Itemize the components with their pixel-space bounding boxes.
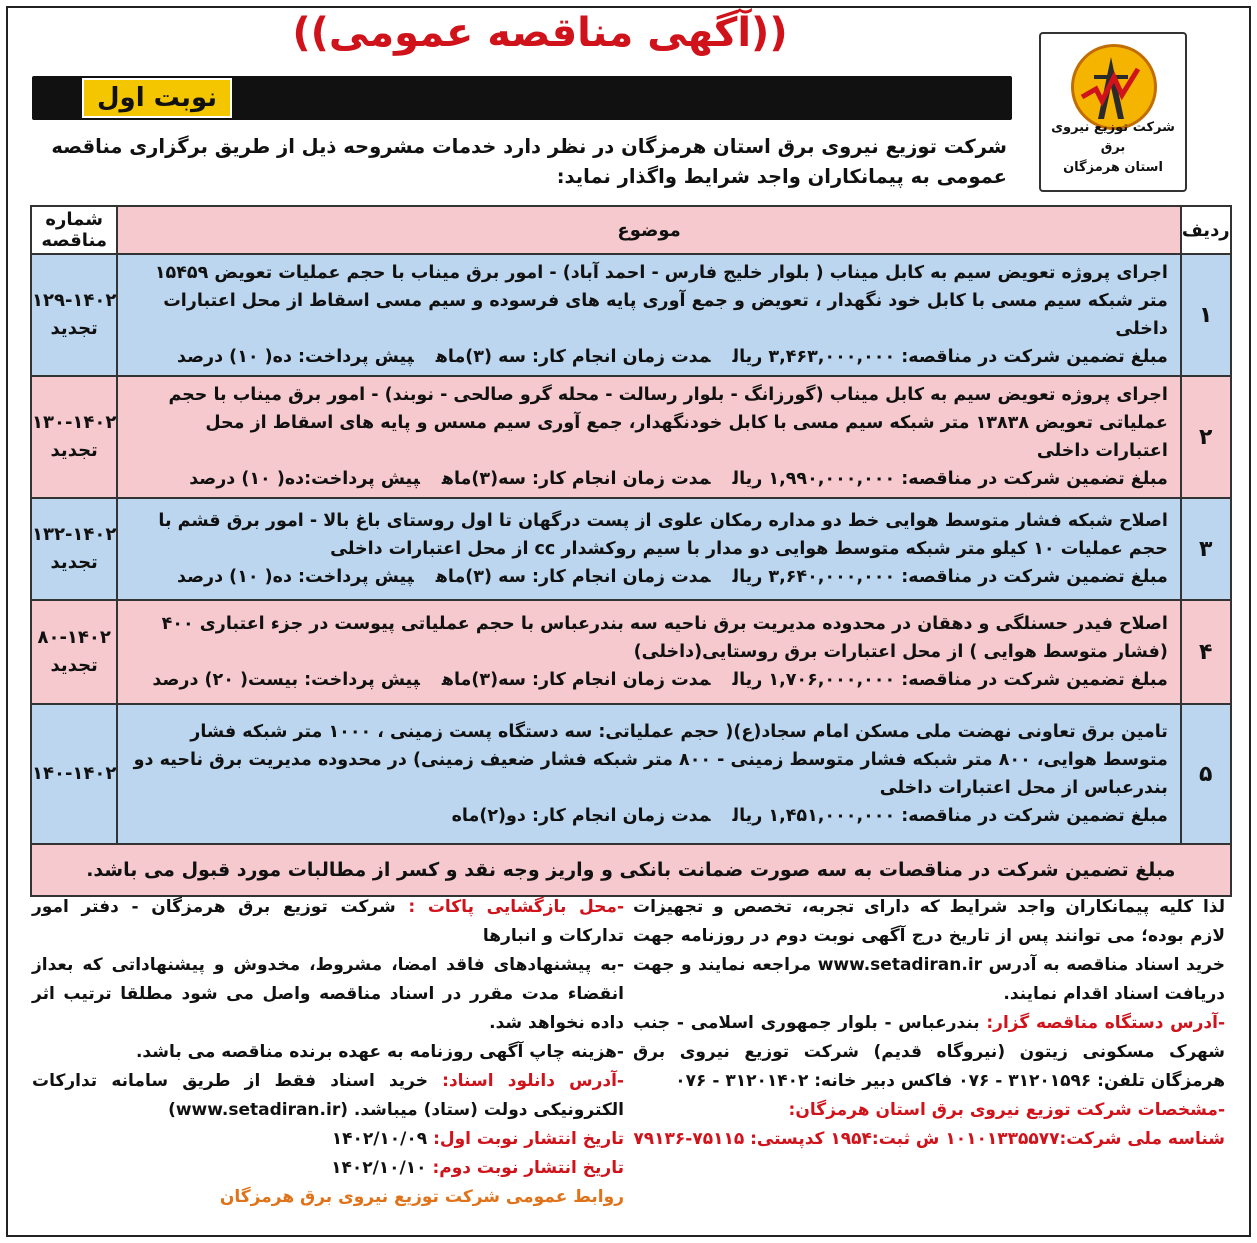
row-number: ۴ <box>1181 600 1231 704</box>
company-logo <box>1039 32 1187 192</box>
row-tender-no: ۱۴۰-۱۴۰۲ <box>31 704 117 844</box>
instructions-paragraph: لذا کلیه پیمانکاران واجد شرایط که دارای تجربه، تخصص و تجهیزات لازم بوده؛ می توانند پس از تاریخ درج آگهی نوبت دوم در روزنامه جهت خرید اسناد مناقصه به آدرس www.setadiran.ir مراجعه نمایند و جهت دریافت اسناد اقدام نمایند. <box>633 897 1226 1004</box>
table-row <box>31 704 1231 844</box>
company-specs: شناسه ملی شرکت:۱۰۱۰۱۳۳۵۵۷۷ ش ثبت:۱۹۵۴ کدپستی: ۷۵۱۱۵-۷۹۱۳۶ <box>633 1129 1225 1149</box>
table-row <box>31 600 1231 704</box>
row-subject: اصلاح شبکه فشار متوسط هوایی خط دو مداره رمکان علوی از پست درگهان تا اول روستای باغ بالا - امور برق قشم با حجم عملیات ۱۰ کیلو متر شبکه متوسط هوایی دو مدار با سیم روکشدار cc از محل اعتبارات داخلی مبلغ تضمین شرکت در مناقصه: ۳,۶۴۰,۰۰۰,۰۰۰ ریالمدت زمان انجام کار: سه (۳)ماهپیش پرداخت: ده( ۱۰) درصد <box>117 498 1181 600</box>
tender-table <box>30 205 1232 897</box>
row-tender-no: ۱۳۰-۱۴۰۲ تجدید <box>31 376 117 498</box>
row-number: ۵ <box>1181 704 1231 844</box>
header-tender-no: شماره مناقصه <box>31 206 117 254</box>
row-tender-no: ۱۳۲-۱۴۰۲ تجدید <box>31 498 117 600</box>
table-row <box>31 254 1231 376</box>
second-publish-date: تاریخ انتشار نوبت دوم: ۱۴۰۲/۱۰/۱۰ <box>331 1158 624 1178</box>
row-subject: اجرای پروژه تعویض سیم به کابل میناب (گورزانگ - بلوار رسالت - محله گرو صالحی - نوبند) - امور برق میناب با حجم عملیاتی تعویض ۱۳۸۳۸ متر شبکه سیم مسی با کابل خودنگهدار، جمع آوری سیم مسس و پایه های اسقاط از محل اعتبارات داخلی مبلغ تضمین شرکت در مناقصه: ۱,۹۹۰,۰۰۰,۰۰۰ ریالمدت زمان انجام کار: سه(۳)ماهپیش پرداخت:ده( ۱۰) درصد <box>117 376 1181 498</box>
ad-cost-note: -هزینه چاپ آگهی روزنامه به عهده برنده مناقصه می باشد. <box>135 1042 624 1062</box>
header-row-no: ردیف <box>1181 206 1231 254</box>
organizer-address: -آدرس دستگاه مناقصه گزار: بندرعباس - بلوار جمهوری اسلامی - جنب شهرک مسکونی زیتون (نیروگاه قدیم) شرکت توزیع نیروی برق هرمزگان تلفن: ۳۱۲۰۱۵۹۶ - ۰۷۶ فاکس دبیر خانه: ۳۱۲۰۱۴۰۲ - ۰۷۶ <box>633 1013 1225 1091</box>
table-row <box>31 376 1231 498</box>
public-relations-signature: روابط عمومی شرکت توزیع نیروی برق هرمزگان <box>219 1187 624 1207</box>
guarantee-note: مبلغ تضمین شرکت در مناقصات به سه صورت ضمانت بانکی و واریز وجه نقد و کسر از مطالبات مورد قبول می باشد. <box>31 844 1231 896</box>
row-tender-no: ۱۲۹-۱۴۰۲ تجدید <box>31 254 117 376</box>
notice-title: ((آگهی مناقصه عمومی)) <box>292 10 788 56</box>
row-subject: اصلاح فیدر حسنلگی و دهقان در محدوده مدیریت برق ناحیه سه بندرعباس با حجم عملیاتی پیوست در جزء اعتباری ۴۰۰ (فشار متوسط هوایی ) از محل اعتبارات برق روستایی(داخلی) مبلغ تضمین شرکت در مناقصه: ۱,۷۰۶,۰۰۰,۰۰۰ ریالمدت زمان انجام کار: سه(۳)ماهپیش پرداخت: بیست( ۲۰) درصد <box>117 600 1181 704</box>
row-number: ۳ <box>1181 498 1231 600</box>
row-number: ۲ <box>1181 376 1231 498</box>
row-subject: اجرای پروژه تعویض سیم به کابل میناب ( بلوار خلیج فارس - احمد آباد) - امور برق میناب با حجم عملیات تعویض ۱۵۴۵۹ متر شبکه سیم مسی با کابل خود نگهدار ، تعویض و جمع آوری پایه های فرسوده و سیم مسی اسقاط از محل اعتبارات داخلی مبلغ تضمین شرکت در مناقصه: ۳,۴۶۳,۰۰۰,۰۰۰ ریالمدت زمان انجام کار: سه (۳)ماهپیش پرداخت: ده( ۱۰) درصد <box>117 254 1181 376</box>
logo-text: شرکت توزیع نیروی برق استان هرمزگان <box>1051 120 1175 175</box>
round-banner <box>32 76 1012 120</box>
company-specs-label: -مشخصات شرکت توزیع نیروی برق استان هرمزگان: <box>788 1100 1225 1120</box>
left-info-column <box>32 893 624 1212</box>
opening-location: -محل بازگشایی پاکات : شرکت توزیع برق هرمزگان - دفتر امور تدارکات و انبارها <box>32 897 625 946</box>
row-number: ۱ <box>1181 254 1231 376</box>
row-tender-no: ۸۰-۱۴۰۲ تجدید <box>31 600 117 704</box>
invalid-bids-note: -به پیشنهادهای فاقد امضا، مشروط، مخدوش و پیشنهاداتی که بعداز انقضاء مدت مقرر در اسناد مناقصه واصل می شود مطلقا ترتیب اثر داده نخواهد شد. <box>32 955 624 1033</box>
right-info-column <box>633 893 1225 1154</box>
table-row <box>31 498 1231 600</box>
intro-paragraph: شرکت توزیع نیروی برق استان هرمزگان در نظر دارد خدمات مشروحه ذیل از طریق برگزاری مناقصه عمومی به پیمانکاران واجد شرایط واگذار نماید: <box>51 135 1007 188</box>
round-label: نوبت اول <box>82 78 232 118</box>
first-publish-date: تاریخ انتشار نوبت اول: ۱۴۰۲/۱۰/۰۹ <box>331 1129 624 1149</box>
row-subject: تامین برق تعاونی نهضت ملی مسکن امام سجاد(ع)( حجم عملیاتی: سه دستگاه پست زمینی ، ۱۰۰۰ متر شبکه فشار متوسط هوایی، ۸۰۰ متر شبکه فشار متوسط زمینی - ۸۰۰ متر شبکه فشار ضعیف زمینی) در محدوده مدیریت برق ناحیه دو بندرعباس از محل اعتبارات داخلی مبلغ تضمین شرکت در مناقصه: ۱,۴۵۱,۰۰۰,۰۰۰ ریالمدت زمان انجام کار: دو(۲)ماه <box>117 704 1181 844</box>
download-address: -آدرس دانلود اسناد: خرید اسناد فقط از طریق سامانه تدارکات الکترونیکی دولت (ستاد) میباشد. (www.setadiran.ir) <box>32 1071 624 1120</box>
header-subject: موضوع <box>117 206 1181 254</box>
